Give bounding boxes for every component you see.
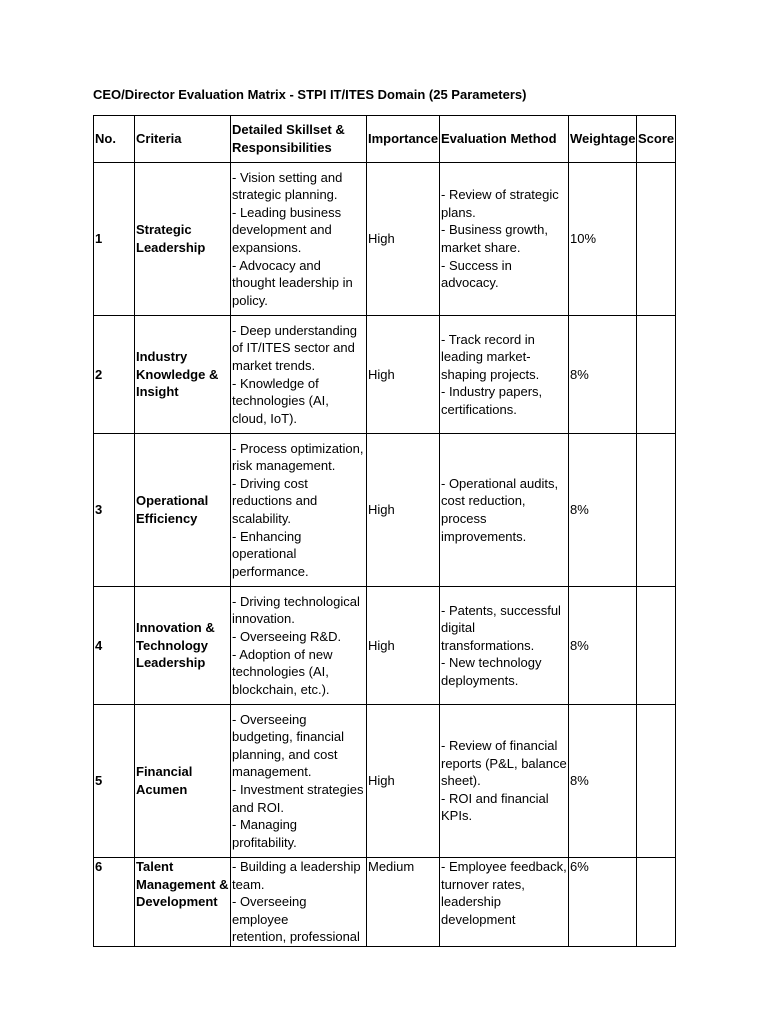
importance-cell: High xyxy=(367,705,440,858)
skillset-cell xyxy=(231,858,367,947)
evaluation-method-cell-line: - Employee feedback, xyxy=(441,859,567,874)
score-cell xyxy=(637,163,676,316)
criteria-cell-line: Leadership xyxy=(136,240,206,255)
score-cell xyxy=(637,316,676,434)
evaluation-method-cell xyxy=(440,858,569,947)
skillset-cell-line: technologies (AI, xyxy=(232,393,329,409)
table-row xyxy=(94,858,676,947)
criteria-cell-line: Industry xyxy=(136,349,188,365)
skillset-cell-line: - Adoption of new xyxy=(232,646,333,662)
importance-cell: High xyxy=(367,434,440,587)
evaluation-method-cell-line: sheet). xyxy=(441,773,481,789)
weightage-cell: 8% xyxy=(569,434,637,587)
table-row xyxy=(94,705,676,858)
header-skillset: Detailed Skillset & Responsibilities xyxy=(231,116,367,163)
skillset-cell-line: strategic planning. xyxy=(232,187,338,203)
skillset-cell-line: and ROI. xyxy=(232,799,285,815)
table-row xyxy=(94,316,676,434)
skillset-cell-line: - Vision setting and xyxy=(232,169,343,185)
evaluation-method-cell-line: - Industry papers, xyxy=(441,384,543,400)
document-title: CEO/Director Evaluation Matrix - STPI IT/ITES Domain (25 Parameters) xyxy=(93,87,527,102)
criteria-cell-line: Efficiency xyxy=(136,511,198,526)
table-body xyxy=(94,163,676,947)
header-score: Score xyxy=(637,116,676,163)
skillset-cell-line: - Knowledge of xyxy=(232,375,319,391)
evaluation-method-cell-line: - Patents, successful xyxy=(441,602,561,618)
skillset-cell-line: cloud, IoT). xyxy=(232,410,298,426)
score-cell xyxy=(637,587,676,705)
skillset-cell-line: - Enhancing xyxy=(232,528,302,544)
skillset-cell xyxy=(231,163,367,316)
evaluation-method-cell-line: - Track record in xyxy=(441,331,535,347)
weightage-cell: 8% xyxy=(569,316,637,434)
weightage-cell: 10% xyxy=(569,163,637,316)
skillset-cell-line: management. xyxy=(232,764,312,780)
evaluation-method-cell-line: KPIs. xyxy=(441,808,473,824)
evaluation-method-cell xyxy=(440,434,569,587)
weightage-cell: 6% xyxy=(569,858,637,947)
criteria-cell-line: Innovation & xyxy=(136,620,215,636)
criteria-cell xyxy=(135,316,231,434)
evaluation-method-cell-line: - Business growth, xyxy=(441,222,548,238)
skillset-cell-line: budgeting, financial xyxy=(232,729,345,745)
evaluation-method-cell-line: leading market- xyxy=(441,349,531,365)
skillset-cell-line: performance. xyxy=(232,563,309,579)
skillset-cell-line: policy. xyxy=(232,292,268,308)
evaluation-method-cell-line: development xyxy=(441,911,516,927)
criteria-cell-line: Insight xyxy=(136,384,179,400)
header-evaluation-method: Evaluation Method xyxy=(440,116,569,163)
evaluation-matrix-table xyxy=(93,115,676,947)
table-row xyxy=(94,434,676,587)
evaluation-method-cell-line: transformations. xyxy=(441,637,535,653)
header-criteria: Criteria xyxy=(135,116,231,163)
header-importance: Importance xyxy=(367,116,440,163)
skillset-cell xyxy=(231,587,367,705)
skillset-cell-line: risk management. xyxy=(232,458,336,474)
evaluation-method-cell-line: deployments. xyxy=(441,672,519,688)
criteria-cell xyxy=(135,163,231,316)
skillset-cell-line: - Process optimization, xyxy=(232,440,364,456)
criteria-cell-line: Acumen xyxy=(136,782,188,797)
skillset-cell-line: retention, professional xyxy=(232,929,360,945)
skillset-cell-line: - Investment strategies xyxy=(232,782,364,797)
evaluation-method-cell-line: - New technology xyxy=(441,655,542,671)
skillset-cell-line: of IT/ITES sector and xyxy=(232,340,355,356)
skillset-cell-line: - Deep understanding xyxy=(232,322,358,338)
skillset-cell-line: - Building a leadership xyxy=(232,859,361,874)
criteria-cell xyxy=(135,858,231,947)
score-cell xyxy=(637,705,676,858)
table-row xyxy=(94,163,676,316)
criteria-cell-line: Development xyxy=(136,894,218,910)
evaluation-method-cell-line: - Review of financial xyxy=(441,738,558,754)
row-number: 1 xyxy=(94,163,135,316)
skillset-cell xyxy=(231,434,367,587)
evaluation-method-cell-line: cost reduction, xyxy=(441,493,526,509)
criteria-cell-line: Operational xyxy=(136,493,209,509)
evaluation-method-cell-line: - Success in advocacy. xyxy=(441,257,512,291)
header-weightage: Weightage xyxy=(569,116,637,163)
criteria-cell xyxy=(135,434,231,587)
skillset-cell-line: blockchain, etc.). xyxy=(232,681,330,697)
evaluation-method-cell-line: process xyxy=(441,511,487,526)
criteria-cell-line: Leadership xyxy=(136,655,206,671)
evaluation-method-cell-line: leadership xyxy=(441,894,501,910)
skillset-cell-line: - Overseeing xyxy=(232,711,307,727)
skillset-cell-line: thought leadership in xyxy=(232,275,353,291)
skillset-cell-line: operational xyxy=(232,546,297,562)
evaluation-method-cell xyxy=(440,705,569,858)
criteria-cell xyxy=(135,587,231,705)
row-number: 6 xyxy=(94,858,135,947)
score-cell xyxy=(637,434,676,587)
skillset-cell-line: - Driving technological xyxy=(232,593,360,609)
evaluation-method-cell-line: plans. xyxy=(441,204,476,220)
header-no: No. xyxy=(94,116,135,163)
evaluation-method-cell xyxy=(440,587,569,705)
row-number: 5 xyxy=(94,705,135,858)
skillset-cell-line: technologies (AI, xyxy=(232,664,329,680)
skillset-cell xyxy=(231,316,367,434)
weightage-cell: 8% xyxy=(569,705,637,858)
importance-cell: High xyxy=(367,587,440,705)
skillset-cell-line: team. xyxy=(232,876,265,892)
header-row xyxy=(94,116,676,163)
skillset-cell-line: - Overseeing employee xyxy=(232,894,307,927)
skillset-cell-line: expansions. xyxy=(232,240,302,255)
criteria-cell-line: Management & xyxy=(136,876,229,892)
evaluation-method-cell-line: market share. xyxy=(441,240,521,255)
criteria-cell-line: Strategic xyxy=(136,222,192,238)
evaluation-method-cell-line: certifications. xyxy=(441,401,517,417)
score-cell xyxy=(637,858,676,947)
skillset-cell-line: innovation. xyxy=(232,611,295,627)
skillset-cell-line: - Managing xyxy=(232,817,298,833)
evaluation-method-cell-line: shaping projects. xyxy=(441,366,540,382)
table-row xyxy=(94,587,676,705)
skillset-cell-line: market trends. xyxy=(232,357,316,373)
importance-cell: High xyxy=(367,316,440,434)
row-number: 4 xyxy=(94,587,135,705)
evaluation-method-cell-line: improvements. xyxy=(441,528,527,544)
skillset-cell-line: scalability. xyxy=(232,511,292,526)
evaluation-method-cell-line: turnover rates, xyxy=(441,876,525,892)
evaluation-method-cell-line: - Operational audits, xyxy=(441,475,559,491)
weightage-cell: 8% xyxy=(569,587,637,705)
evaluation-method-cell-line: - ROI and financial xyxy=(441,790,549,806)
importance-cell: Medium xyxy=(367,858,440,947)
evaluation-method-cell-line: reports (P&L, balance xyxy=(441,755,567,771)
skillset-cell-line: profitability. xyxy=(232,834,297,850)
criteria-cell-line: Technology xyxy=(136,637,208,653)
evaluation-method-cell xyxy=(440,316,569,434)
skillset-cell-line: development and xyxy=(232,222,332,238)
skillset-cell xyxy=(231,705,367,858)
skillset-cell-line: - Driving cost xyxy=(232,475,308,491)
skillset-cell-line: - Overseeing R&D. xyxy=(232,628,342,644)
skillset-cell-line: reductions and xyxy=(232,493,318,509)
row-number: 2 xyxy=(94,316,135,434)
criteria-cell-line: Talent xyxy=(136,859,174,874)
skillset-cell-line: - Advocacy and xyxy=(232,257,321,273)
evaluation-method-cell-line: digital xyxy=(441,620,475,636)
evaluation-method-cell xyxy=(440,163,569,316)
evaluation-method-cell-line: - Review of strategic xyxy=(441,187,559,203)
criteria-cell xyxy=(135,705,231,858)
row-number: 3 xyxy=(94,434,135,587)
skillset-cell-line: - Leading business xyxy=(232,204,342,220)
skillset-cell-line: planning, and cost xyxy=(232,746,338,762)
criteria-cell-line: Knowledge & xyxy=(136,366,219,382)
criteria-cell-line: Financial xyxy=(136,764,193,780)
importance-cell: High xyxy=(367,163,440,316)
